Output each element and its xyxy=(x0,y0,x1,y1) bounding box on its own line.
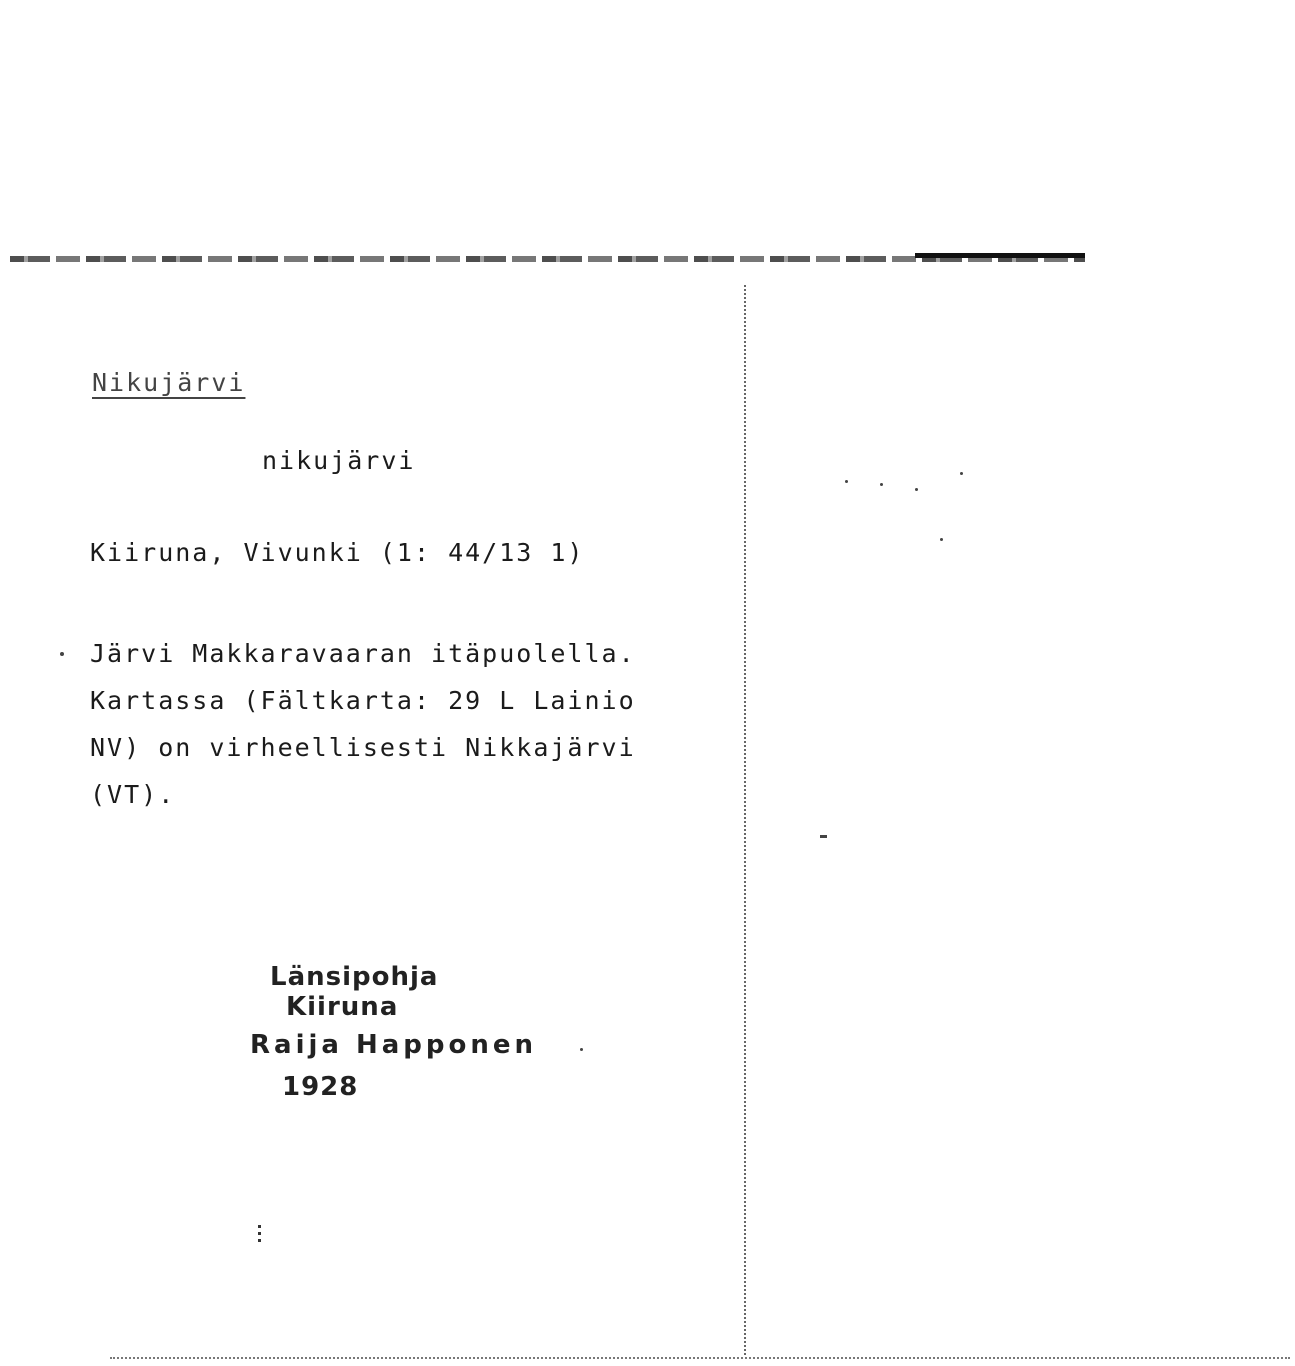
scan-speck xyxy=(940,538,943,541)
description-line: Kartassa (Fältkarta: 29 L Lainio xyxy=(90,686,636,715)
lemma: nikujärvi xyxy=(262,446,416,475)
scan-speck xyxy=(580,1048,583,1051)
scan-speck xyxy=(845,480,848,483)
scan-speck xyxy=(880,483,883,486)
card-bottom-edge xyxy=(110,1357,1290,1359)
scan-speck xyxy=(258,1225,261,1243)
description xyxy=(90,630,636,818)
card-fold-line xyxy=(744,285,746,1355)
card-top-edge-dark xyxy=(915,253,1085,258)
scan-speck xyxy=(960,472,963,475)
stamp-collector: Raija Happonen xyxy=(250,1030,538,1060)
headword: Nikujärvi xyxy=(92,368,246,397)
scan-speck xyxy=(820,835,827,838)
scan-speck xyxy=(60,652,64,656)
stamp-year: 1928 xyxy=(282,1072,359,1102)
description-line: (VT). xyxy=(90,780,176,809)
scan-speck xyxy=(915,488,918,491)
description-line: NV) on virheellisesti Nikkajärvi xyxy=(90,733,636,762)
stamp-parish: Kiiruna xyxy=(286,992,399,1022)
description-line: Järvi Makkaravaaran itäpuolella. xyxy=(90,639,636,668)
location: Kiiruna, Vivunki (1: 44/13 1) xyxy=(90,538,585,567)
stamp-region: Länsipohja xyxy=(270,962,439,992)
